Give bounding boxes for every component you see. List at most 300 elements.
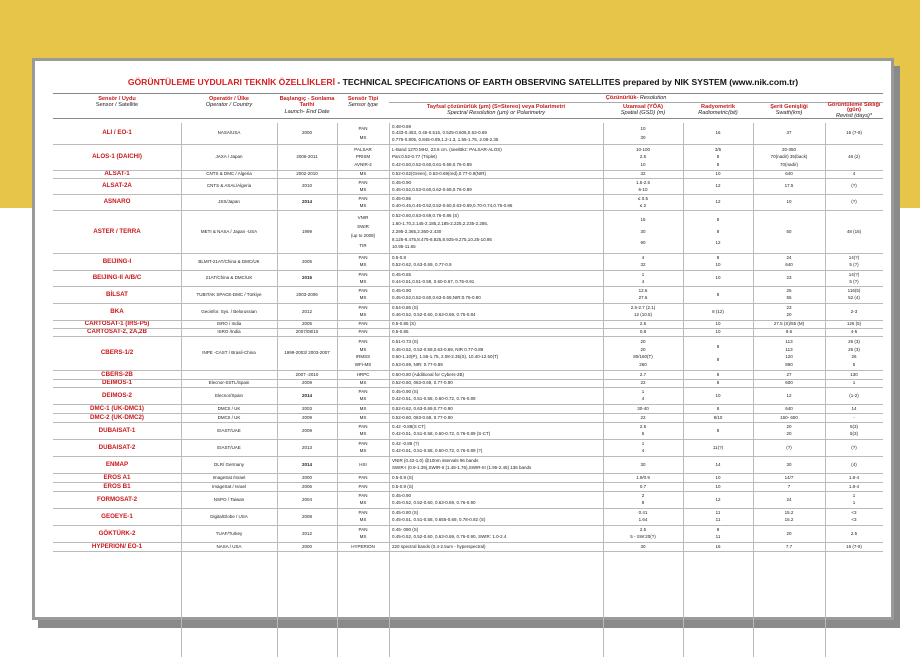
radiometric-resolution: 8 [716,255,720,261]
revisit-days-cell [825,145,883,170]
satellite-name: DEIMOS-1 [102,380,132,387]
swath-width: 7 [787,483,791,489]
spectral-resolution-cell [389,271,603,286]
table-row [53,287,883,304]
spectral-resolution: 0.45-0.52, 0.52-0.60, 0.63-0.69, 0.76-0.90 [392,500,476,506]
revisit-days: 46 (2) [848,154,860,160]
sensor-type-cell [337,171,389,178]
revisit-days: (?) [851,183,857,189]
table-row [53,337,883,371]
satellite-name: ENMAP [105,460,129,468]
sensor-type: PAN [358,305,368,311]
spatial-resolution: 8 [641,500,645,506]
radiometric-resolution-cell [683,509,753,525]
swath-width-cell [753,414,825,422]
header-swath [753,103,825,118]
table-row [53,304,883,321]
spectral-resolution: 0.42-0.51, 0.51-0.58, 0.60-0.72, 0.76-0.89 [392,396,476,402]
radiometric-resolution: 11 [715,510,721,516]
swath-width-cell [753,329,825,336]
sensor-type: MS [359,405,367,411]
sensor-type: MS [359,346,367,352]
radiometric-resolution-cell [683,457,753,473]
radiometric-resolution-cell [683,380,753,387]
header-swath-en: Swath(km) [775,110,803,117]
satellite-name: EROS A1 [103,474,131,481]
sensor-type: MS [359,262,367,268]
swath-width: 17.5 [784,183,794,189]
sensor-type-cell [337,405,389,413]
spectral-resolution: 0.42-0.51, 0.51-0.58, 0.60-0.72, 0.76-0.89 (S-CT) [392,431,491,437]
swath-width: 20-350 [781,146,796,152]
radiometric-resolution: 10 [715,474,721,480]
table-row [53,405,883,414]
spectral-resolution: 0.52-0.60,0.63-0.69,0.76-0.86 (S) [392,213,459,219]
spectral-resolution: 0.5-0.9 (S) [392,483,414,489]
revisit-days-cell [825,195,883,210]
spatial-resolution: 2.5 [639,321,647,327]
sensor-type-cell [337,145,389,170]
header-revisit [825,103,883,118]
swath-width-cell [753,483,825,491]
operator-country: CNTS & ASAL/Algeria [206,183,252,189]
revisit-days-cell [825,171,883,178]
revisit-days: 14(?) [848,272,860,277]
swath-width: 15.2 [784,517,794,523]
spatial-resolution: 32 [640,171,646,177]
spatial-resolution: 90 [640,240,646,246]
satellite-name: FORMOSAT-2 [96,495,138,503]
launch-end-date: 2009 [301,380,312,386]
revisit-days-cell [825,457,883,473]
operator-country-cell [181,195,277,210]
operator-country-cell [181,509,277,525]
swath-width: 23 [786,275,792,281]
spatial-resolution-cell [603,492,683,508]
operator-country: ImageSat /Israel [212,474,246,480]
spectral-resolution: 0.45- 090 (S) [392,527,419,533]
swath-width-cell [753,509,825,525]
spectral-resolution-cell [389,380,603,387]
swath-width: 20 [786,431,792,437]
swath-width-cell [753,254,825,270]
spatial-resolution: 6-10 [638,186,648,192]
sensor-type: MS [359,295,367,301]
spatial-resolution-cell [603,543,683,551]
spectral-resolution-cell [389,509,603,525]
spatial-resolution-cell [603,371,683,379]
swath-width: 890 [785,361,793,367]
revisit-days: 48 (16) [846,228,862,234]
header-date-tr: Başlangıç - Sonlama Tarihi [279,96,335,109]
satellite-name: BKA [110,307,124,315]
radiometric-resolution-cell [683,195,753,210]
operator-country: NASA / USA [216,543,242,549]
operator-country-cell [181,474,277,482]
satellite-name: CBERS-2B [101,371,133,378]
spectral-resolution: 0.45-0.65 [392,272,412,277]
spatial-resolution: 2.5 [639,154,647,160]
sensor-type-cell [337,287,389,303]
sensor-type: PALSAR [354,146,372,152]
spatial-resolution: ≤ 2 [639,202,647,208]
swath-width-cell [753,440,825,456]
spatial-resolution-cell [603,321,683,328]
swath-width: 27 [786,371,792,377]
table-header [53,93,883,119]
swath-width-cell [753,371,825,379]
header-date [277,94,337,118]
spatial-resolution-cell [603,474,683,482]
satellite-name: GEOEYE-1 [101,512,133,520]
spectral-resolution: 0.45-0.52,0.52-0.60,0.63-0.69,NIR:0.76-0.90 [392,295,481,301]
sensor-type: MS [359,202,367,208]
radiometric-resolution: 8 [716,228,720,234]
sensor-type: PAN [358,180,368,185]
swath-width-cell [753,457,825,473]
operator-country-cell [181,304,277,320]
revisit-days: 2-3 [850,308,858,314]
operator-country-cell [181,371,277,379]
revisit-days: <3 [851,510,857,516]
launch-end-date-cell [277,195,337,210]
swath-width: 640 [785,405,793,411]
spatial-resolution-cell [603,329,683,336]
satellite-name-cell [53,171,181,178]
swath-width: 7.7 [785,543,793,549]
spectral-resolution: 0.40-0.45,0.45-0.52,0.52-0.60,0.63-0.69,0.70-0.74,0.76-0.86 [392,202,513,208]
revisit-days: 16 (7-9) [846,543,862,549]
spatial-resolution: 80/160(T) [633,354,653,359]
launch-end-date-cell [277,492,337,508]
swath-width: 20 [786,312,792,318]
swath-width: 10 [786,199,792,205]
header-radiometric-tr: Radyometrik [701,104,735,110]
swath-width: 55 [786,295,792,301]
swath-width: 640 [785,262,793,268]
launch-end-date-cell [277,179,337,194]
radiometric-resolution: 16 [715,130,721,136]
operator-country-cell [181,287,277,303]
radiometric-resolution: 8 [716,371,720,377]
spectral-resolution-cell [389,492,603,508]
table-row [53,321,883,329]
swath-width-cell [753,337,825,370]
spectral-resolution-cell [389,543,603,551]
spatial-resolution: 5 - SW:20(?) [630,534,656,540]
sensor-type-cell [337,211,389,253]
sensor-type: AVNIR-2 [354,161,372,167]
spectral-resolution-cell [389,195,603,210]
operator-country: EIAST/UAE [217,444,241,450]
radiometric-resolution: 11 [715,534,721,540]
operator-country-cell [181,414,277,422]
spectral-resolution: 0.42 -0.89 (?) [392,441,420,447]
revisit-days-cell [825,423,883,439]
table-row [53,474,883,483]
sensor-type: PAN [358,126,368,131]
operator-country: NSPO / Taiwan [213,496,245,502]
spatial-resolution-cell [603,287,683,303]
sensor-type: PAN [358,255,368,261]
table-row [53,371,883,380]
swath-width-cell [753,123,825,144]
radiometric-resolution-cell [683,440,753,456]
satellite-name-cell [53,123,181,144]
spatial-resolution: 30 [640,228,646,234]
revisit-days-cell [825,526,883,542]
radiometric-resolution: 16 [715,543,721,549]
operator-country-cell [181,321,277,328]
operator-country: 21AT/China & DMC/UK [205,275,253,281]
spatial-resolution: 1.5-2.5 [635,180,650,185]
swath-width-cell [753,423,825,439]
revisit-days: 26 [851,354,857,359]
launch-end-date-cell [277,440,337,456]
revisit-days-cell [825,388,883,404]
table-row [53,543,883,552]
sensor-type: (up to 2008) [350,233,376,239]
sensor-type-cell [337,423,389,439]
launch-end-date: 2003 [301,405,312,411]
swath-width: 14/7 [784,474,794,480]
swath-width: 30 [786,461,792,467]
radiometric-resolution: 10 [715,171,721,177]
sensor-type-cell [337,414,389,422]
table-row [53,179,883,195]
spectral-resolution: 0.52-0.62, 0.63-0.69,0.77-0.90 [392,405,453,411]
header-sensor-en: Sensor / Satellite [95,102,139,109]
sensor-type: MS [359,431,367,437]
spectral-resolution: 0.54-0.86 (S) [392,305,419,311]
swath-width: 113 [785,346,793,352]
spectral-resolution-cell [389,474,603,482]
spatial-resolution-cell [603,179,683,194]
spectral-resolution: 0.44-0.51,0.51-0.59, 0.60-0.67, 0.76-0.91 [392,278,475,284]
sensor-type: MS [359,134,367,140]
title-english: - TECHNICAL SPECIFICATIONS OF EARTH OBSERVING SATELLITES prepared by NIK SYSTEM (www.nik.com.tr) [335,77,799,87]
launch-end-date-cell [277,271,337,286]
radiometric-resolution-cell [683,145,753,170]
operator-country: ISRO /India [217,329,241,335]
sensor-type-cell [337,388,389,404]
radiometric-resolution: 12 [715,240,721,246]
radiometric-resolution-cell [683,304,753,320]
spatial-resolution-cell [603,271,683,286]
swath-width: 27.5 (S)/55 (M) [773,321,805,327]
operator-country: BLMIT-21AT/China & DMC/UK [198,258,260,264]
swath-width-cell [753,474,825,482]
spatial-resolution: 0.7 [639,483,647,489]
spectral-resolution-cell [389,145,603,170]
sensor-type: PAN [358,424,368,430]
spatial-resolution: 30 [640,543,646,549]
spectral-resolution: 8.125-8.475,8.475-8.825,8.925-9.275,10.25-10.95 [392,236,492,242]
swath-width: 23 [786,305,792,311]
sensor-type-cell [337,474,389,482]
revisit-days-cell [825,329,883,336]
satellite-name-cell [53,211,181,253]
spectral-resolution-cell [389,337,603,370]
launch-end-date: 2012 [301,530,312,536]
revisit-days: 4 [852,171,856,177]
table-row [53,211,883,254]
spatial-resolution: 1 [641,389,645,395]
launch-end-date: 2000 [301,543,312,549]
revisit-days-cell [825,483,883,491]
launch-end-date-cell [277,474,337,482]
launch-end-date: 2008 [301,513,312,519]
swath-width: 113 [785,339,793,344]
sensor-type: SWIR [357,224,369,230]
radiometric-resolution: 8 [716,356,720,362]
satellite-name-cell [53,474,181,482]
radiometric-resolution-cell [683,371,753,379]
header-spatial-en: Spatial (GSD) (m) [620,110,666,117]
launch-end-date-cell [277,388,337,404]
radiometric-resolution: 3/5 [714,146,722,152]
launch-end-date: 2003-2006 [296,291,318,297]
launch-end-date-cell [277,171,337,178]
radiometric-resolution-cell [683,329,753,336]
header-operator [181,94,277,118]
launch-end-date-cell [277,371,337,379]
launch-end-date-cell [277,405,337,413]
launch-end-date: 2014 [301,392,312,398]
sensor-type-cell [337,371,389,379]
sensor-type-cell [337,321,389,328]
spatial-resolution: 30-40 [637,405,649,411]
satellite-name: BİLSAT [106,290,128,298]
spectral-resolution: 0.48-0.69 [392,123,412,129]
spectral-resolution: 220 spectral bands (0.4-2.5um - hyperspectral) [392,543,486,549]
table-row [53,457,883,474]
operator-country-cell [181,380,277,387]
spectral-resolution: SWIR-I (0.9-1.39),SWIR-II (1.48-1.76),SWIR-III (1.95-2.45) 136 bands [392,465,532,471]
launch-end-date-cell [277,509,337,525]
launch-end-date: 2012 [301,308,312,314]
operator-country-cell [181,329,277,336]
spatial-resolution: 1.64 [638,517,648,523]
operator-country: ImageSat / Israel [211,483,247,489]
sensor-type: PAN [358,527,368,533]
launch-end-date-cell [277,211,337,253]
radiometric-resolution-cell [683,287,753,303]
sensor-type: HSI [359,461,367,467]
revisit-days: 1 [852,500,856,506]
spatial-resolution: 22 [640,414,646,420]
radiometric-resolution-cell [683,414,753,422]
radiometric-resolution-cell [683,483,753,491]
sensor-type-cell [337,440,389,456]
launch-end-date: 2002-2010 [296,171,318,177]
table-row [53,195,883,211]
spatial-resolution-cell [603,405,683,413]
operator-country: Elecnor-SSTL/Spain [208,380,250,386]
operator-country: NASA/USA [217,130,241,136]
revisit-days-cell [825,380,883,387]
satellite-name-cell [53,304,181,320]
spectral-resolution-cell [389,371,603,379]
radiometric-resolution: 8 [716,527,720,533]
swath-width-cell [753,195,825,210]
spectral-resolution: 0.775-0.805, 0.845-0.89,1.2-1.3, 1.55-1.75, 2.08-2.35 [392,136,499,142]
revisit-days-cell [825,474,883,482]
spatial-resolution-cell [603,509,683,525]
radiometric-resolution: 12 [715,496,721,502]
launch-end-date: 2010 [301,183,312,189]
spatial-resolution-cell [603,380,683,387]
satellite-name: DUBAISAT-1 [98,426,136,434]
revisit-days: 1.8-4 [848,483,860,489]
swath-width-cell [753,287,825,303]
spectral-resolution: 0.51-0.73 (S) [392,339,419,344]
header-type [337,94,389,118]
revisit-days: <3 [851,517,857,523]
sensor-type: MS [359,414,367,420]
header-resolution-tr: Çözünürlük [605,95,637,101]
operator-country-cell [181,526,277,542]
satellite-name: DMC-1 (UK-DMC1) [90,405,144,412]
operator-country-cell [181,271,277,286]
header-revisit-en: Revisit (days)* [835,112,873,119]
spatial-resolution: 32 [640,262,646,268]
table-row [53,123,883,145]
swath-width: 640 [785,171,793,177]
operator-country: JAXA / Japan [215,154,243,160]
launch-end-date-cell [277,287,337,303]
operator-country: Geoinfor. Sys. / Belorussian [201,308,257,314]
sensor-type-cell [337,492,389,508]
sensor-type: PAN [358,493,368,499]
spectral-resolution: 0.63-0.69, NIR: 0.77-0.89 [392,361,443,367]
header-operator-en: Operator / Country [205,102,253,109]
operator-country: DigitalGlobe / USA [210,513,248,519]
radiometric-resolution-cell [683,254,753,270]
spectral-resolution: 0.5-0.85 (S) [392,321,416,327]
table-row [53,388,883,405]
header-type-en: Sensor type [348,102,378,109]
launch-end-date-cell [277,123,337,144]
swath-width: 24 [786,255,792,261]
spatial-resolution: ≤ 0.5 [638,196,648,201]
header-spectral-en: Spectral Resolution (µm) or Polarimetry [446,110,546,117]
spectral-resolution: 10.95-11.65 [392,244,416,250]
table-row [53,271,883,287]
launch-end-date-cell [277,423,337,439]
sensor-type: PAN [358,483,368,489]
spatial-resolution: 4 [641,396,645,402]
operator-country-cell [181,337,277,370]
radiometric-resolution: 14 [715,461,721,467]
radiometric-resolution: 8 [716,344,720,349]
satellite-name-cell [53,457,181,473]
radiometric-resolution-cell [683,337,753,370]
title-turkish: GÖRÜNTÜLEME UYDULARI TEKNİK ÖZELLİKLERİ [127,77,336,87]
radiometric-resolution-cell [683,423,753,439]
satellite-name-cell [53,509,181,525]
sensor-type-cell [337,457,389,473]
satellite-name-cell [53,380,181,387]
header-resolution-group [389,94,883,103]
swath-width-cell [753,543,825,551]
satellite-name-cell [53,145,181,170]
swath-width-cell [753,179,825,194]
spectral-resolution-cell [389,254,603,270]
swath-width-cell [753,171,825,178]
launch-end-date-cell [277,380,337,387]
sensor-type: PAN [358,389,368,395]
